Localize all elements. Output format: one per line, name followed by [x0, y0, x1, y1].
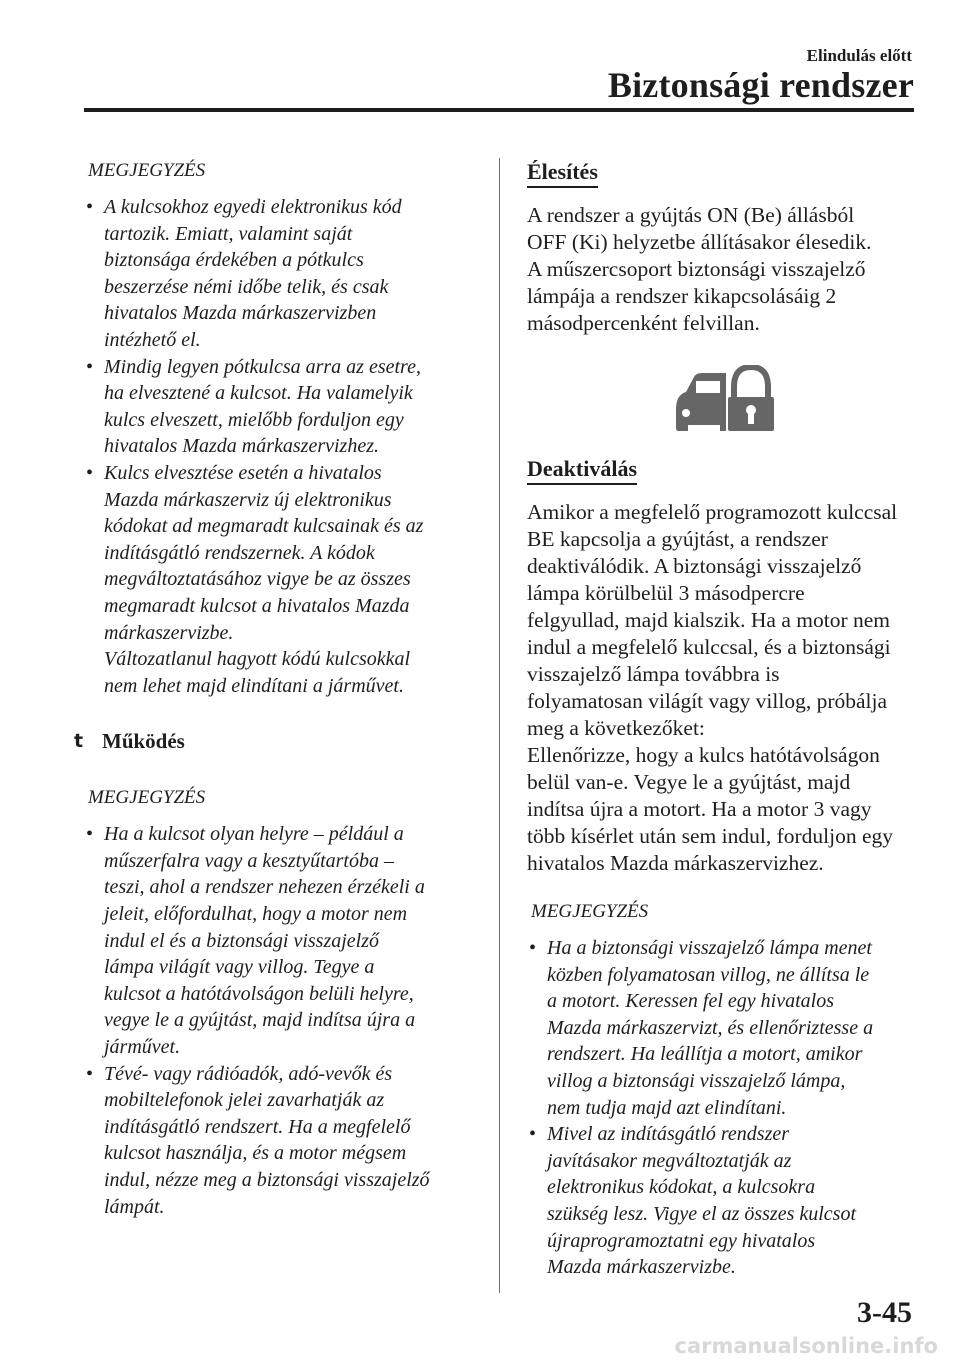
- text-line: megváltoztatásához vigye be az összes: [104, 568, 411, 591]
- text-line: márkaszervizbe.: [104, 621, 234, 644]
- text-line: deaktiválódik. A biztonsági visszajelző: [527, 554, 862, 578]
- page-number: 3-45: [857, 1296, 912, 1329]
- note-heading: MEGJEGYZÉS: [88, 160, 206, 181]
- note-bullet-list: [527, 935, 919, 1281]
- text-line: a motort. Keressen fel egy hivatalos: [547, 990, 834, 1013]
- chapter-label: Elindulás előtt: [806, 46, 912, 65]
- list-item: [527, 935, 919, 1121]
- text-line: felgyullad, majd kialszik. Ha a motor nem: [527, 608, 891, 632]
- text-line: intézhető el.: [104, 328, 201, 351]
- text-line: visszajelző lámpa továbbra is: [527, 662, 780, 686]
- text-line: hivatalos Mazda márkaszervizben: [104, 302, 377, 325]
- note-heading: MEGJEGYZÉS: [531, 901, 649, 922]
- disarm-text: [527, 499, 919, 877]
- right-column: [527, 158, 919, 1281]
- bullet-mark: •: [529, 1123, 537, 1146]
- bullet-mark: •: [529, 937, 537, 959]
- text-line: folyamatosan világít vagy villog, próbálja: [527, 689, 888, 713]
- text-line: kódokat ad megmaradt kulcsainak és az: [104, 515, 424, 538]
- text-line: jeleit, előfordulhat, hogy a motor nem: [104, 903, 408, 926]
- text-line: A műszercsoport biztonsági visszajelző: [527, 257, 866, 281]
- text-line: másodpercenként felvillan.: [527, 311, 760, 335]
- bullet-mark: •: [86, 196, 94, 218]
- text-line: biztonsága érdekében a pótkulcs: [104, 249, 364, 272]
- text-line: lámpa körülbelül 3 másodpercre: [527, 581, 805, 605]
- arming-text: [527, 202, 919, 337]
- text-line: indul el és a biztonsági visszajelző: [104, 929, 379, 952]
- note-bullet-list: [84, 821, 479, 1220]
- text-line: BE kapcsolja a gyújtást, a rendszer: [527, 527, 828, 551]
- text-line: kulcsot használja, és a motor mégsem: [104, 1142, 407, 1165]
- arming-heading: Élesítés: [527, 160, 598, 188]
- text-line: újraprogramoztatni egy hivatalos: [547, 1229, 816, 1252]
- text-line: nem tudja majd azt elindítani.: [547, 1096, 787, 1119]
- text-line: lámpája a rendszer kikapcsolásáig 2: [527, 284, 837, 308]
- text-line: nem lehet majd elindítani a járművet.: [104, 674, 404, 697]
- text-line: indul, nézze meg a biztonsági visszajelző: [104, 1169, 430, 1191]
- section-title: Működés: [102, 729, 185, 754]
- text-line: indítsa újra a motort. Ha a motor 3 vagy: [527, 797, 872, 821]
- text-line: lámpa világít vagy villog. Tegye a: [104, 956, 375, 979]
- header-rule: [84, 108, 914, 112]
- text-line: kulcsot a hatótávolságon belüli helyre,: [104, 982, 414, 1005]
- text-line: Tévé- vagy rádióadók, adó-vevők és: [104, 1062, 393, 1085]
- bullet-mark: •: [86, 461, 94, 484]
- text-line: Mazda márkaszerviz új elektronikus: [104, 488, 392, 511]
- bullet-mark: •: [86, 823, 94, 846]
- text-line: Ha a kulcsot olyan helyre – például a: [104, 823, 404, 846]
- text-line: ha elvesztené a kulcsot. Ha valamelyik: [104, 382, 413, 405]
- text-line: hivatalos Mazda márkaszervizhez.: [104, 435, 379, 458]
- text-line: villog a biztonsági visszajelző lámpa,: [547, 1069, 846, 1092]
- text-line: Mivel az indításgátló rendszer: [547, 1123, 790, 1146]
- watermark: carmanualsonline.info: [674, 1334, 938, 1358]
- text-line: OFF (Ki) helyzetbe állításakor élesedik.: [527, 230, 872, 254]
- text-line: Mindig legyen pótkulcsa arra az esetre,: [104, 355, 421, 378]
- list-item: [527, 1121, 919, 1281]
- text-line: mobiltelefonok jelei zavarhatják az: [104, 1089, 385, 1112]
- text-line: rendszert. Ha leállítja a motort, amikor: [547, 1043, 863, 1066]
- text-line: Mazda márkaszervizt, és ellenőriztesse a: [547, 1016, 874, 1039]
- text-line: Amikor a megfelelő programozott kulccsal: [527, 500, 898, 524]
- text-line: javításakor megváltoztatják az: [547, 1149, 792, 1172]
- text-line: elektronikus kódokat, a kulcsokra: [547, 1176, 816, 1199]
- disarm-heading: Deaktiválás: [527, 457, 637, 485]
- text-line: járművet.: [104, 1036, 181, 1059]
- bullet-mark: •: [86, 355, 94, 378]
- note-heading: MEGJEGYZÉS: [88, 787, 206, 809]
- text-line: Kulcs elvesztése esetén a hivatalos: [104, 461, 382, 484]
- left-column: [74, 158, 479, 1220]
- text-line: Ellenőrizze, hogy a kulcs hatótávolságon: [527, 743, 880, 767]
- text-line: szükség lesz. Vigye el az összes kulcsot: [547, 1202, 857, 1225]
- text-line: indításgátló rendszert. Ha a megfelelő: [104, 1115, 411, 1138]
- list-item: [84, 821, 479, 1060]
- text-line: beszerzése némi időbe telik, és csak: [104, 275, 389, 298]
- text-line: lámpát.: [104, 1195, 165, 1218]
- list-item: [84, 194, 479, 354]
- section-marker: t: [74, 730, 84, 753]
- page-title: Biztonsági rendszer: [607, 65, 914, 105]
- text-line: kulcs elveszett, mielőbb forduljon egy: [104, 408, 404, 431]
- list-item: [84, 1061, 479, 1221]
- text-line: hivatalos Mazda márkaszervizhez.: [527, 851, 824, 875]
- text-line: tartozik. Emiatt, valamint saját: [104, 222, 353, 245]
- text-line: közben folyamatosan villog, ne állítsa le: [547, 963, 870, 986]
- bullet-mark: •: [86, 1062, 94, 1085]
- text-line: indításgátló rendszernek. A kódok: [104, 541, 375, 564]
- text-line: Ha a biztonsági visszajelző lámpa menet: [547, 937, 872, 959]
- text-line: vegye le a gyújtást, majd indítsa újra a: [104, 1009, 416, 1032]
- text-line: Változatlanul hagyott kódú kulcsokkal: [104, 648, 411, 671]
- text-line: indul a megfelelő kulccsal, és a biztonsági: [527, 635, 891, 659]
- text-line: Mazda márkaszervizbe.: [547, 1256, 736, 1279]
- text-line: meg a következőket:: [527, 716, 705, 740]
- section-heading: [74, 727, 479, 755]
- text-line: belül van-e. Vegye le a gyújtást, majd: [527, 770, 851, 794]
- list-item: [84, 460, 479, 699]
- car-padlock-icon: [672, 365, 774, 433]
- text-line: A kulcsokhoz egyedi elektronikus kód: [104, 196, 402, 218]
- note-bullet-list: [84, 194, 479, 699]
- text-line: több kísérlet után sem indul, forduljon egy: [527, 824, 894, 848]
- text-line: A rendszer a gyújtás ON (Be) állásból: [527, 203, 855, 227]
- text-line: műszerfalra vagy a kesztyűtartóba –: [104, 849, 394, 872]
- list-item: [84, 354, 479, 460]
- text-line: megmaradt kulcsot a hivatalos Mazda: [104, 594, 410, 617]
- text-line: teszi, ahol a rendszer nehezen érzékeli a: [104, 876, 425, 899]
- column-divider: [499, 158, 500, 1293]
